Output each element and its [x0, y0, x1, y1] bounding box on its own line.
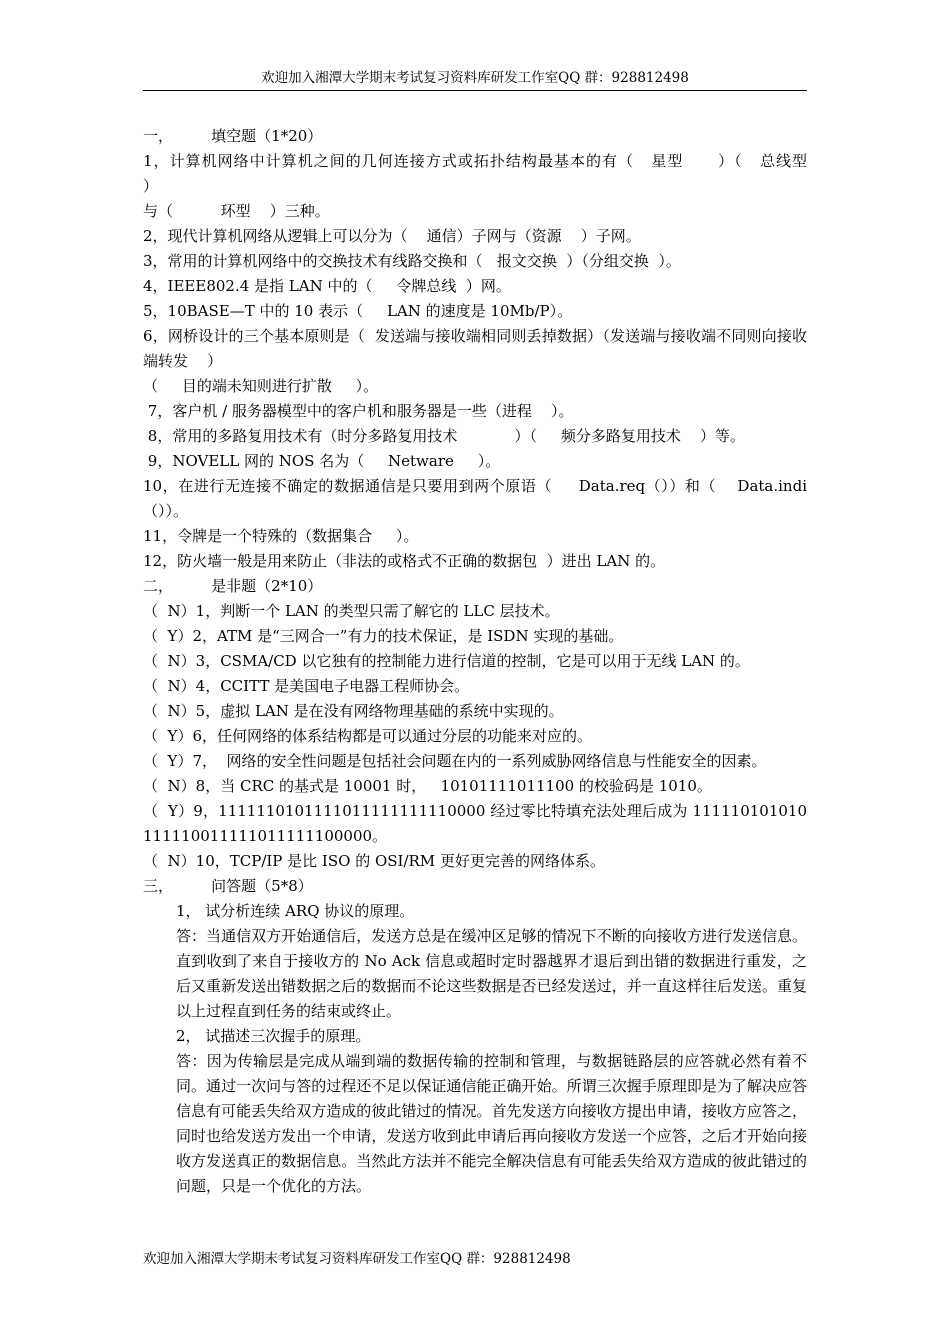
- fill-question-8: 8，常用的多路复用技术有（时分多路复用技术 ）（ 频分多路复用技术 ）等。: [143, 427, 745, 445]
- tf-question-10: （ N）10，TCP/IP 是比 ISO 的 OSI/RM 更好更完善的网络体系。: [143, 852, 605, 870]
- fill-question-1: 1，计算机网络中计算机之间的几何连接方式或拓扑结构最基本的有（ 星型 ）（ 总线型 ）: [143, 152, 865, 195]
- tf-question-2: （ Y）2，ATM 是“三网合一”有力的技术保证，是 ISDN 实现的基础。: [143, 627, 624, 645]
- fill-question-5: 5，10BASE—T 中的 10 表示（ LAN 的速度是 10Mb/P）。: [143, 302, 573, 320]
- qa-question-1: 1， 试分析连续 ARQ 协议的原理。: [176, 902, 415, 920]
- document-body: [143, 124, 865, 1199]
- section-heading-qa: 三， 问答题（5*8）: [143, 877, 313, 895]
- tf-question-6: （ Y）6，任何网络的体系结构都是可以通过分层的功能来对应的。: [143, 727, 592, 745]
- fill-question-1-cont: 与（ 环型 ）三种。: [143, 202, 330, 220]
- tf-question-5: （ N）5，虚拟 LAN 是在没有网络物理基础的系统中实现的。: [143, 702, 564, 720]
- tf-question-4: （ N）4，CCITT 是美国电子电器工程师协会。: [143, 677, 470, 695]
- tf-question-1: （ N）1，判断一个 LAN 的类型只需了解它的 LLC 层技术。: [143, 602, 560, 620]
- fill-question-6-cont: （ 目的端未知则进行扩散 ）。: [143, 377, 379, 395]
- fill-question-9: 9，NOVELL 网的 NOS 名为（ Netware ）。: [143, 452, 501, 470]
- tf-question-8: （ N）8，当 CRC 的基式是 10001 时， 10101111011100 的校验码是 1010。: [143, 777, 712, 795]
- tf-question-7: （ Y）7， 网络的安全性问题是包括社会问题在内的一系列威胁网络信息与性能安全的因素。: [143, 752, 767, 770]
- tf-question-3: （ N）3，CSMA/CD 以它独有的控制能力进行信道的控制，它是可以用于无线 LAN 的。: [143, 652, 750, 670]
- fill-question-11: 11，令牌是一个特殊的（数据集合 ）。: [143, 527, 419, 545]
- section-heading-fill-blank: 一， 填空题（1*20）: [143, 127, 323, 145]
- fill-question-7: 7，客户机 / 服务器模型中的客户机和服务器是一些（进程 ）。: [143, 402, 574, 420]
- page-header: 欢迎加入湘潭大学期末考试复习资料库研发工作室QQ 群：928812498: [143, 66, 807, 91]
- fill-question-3: 3，常用的计算机网络中的交换技术有线路交换和（ 报文交换 ）（分组交换 ）。: [143, 252, 681, 270]
- fill-question-6: 6，网桥设计的三个基本原则是（ 发送端与接收端相同则丢掉数据）（发送端与接收端不同则向接收端转发 ）: [143, 327, 807, 370]
- tf-question-9: （ Y）9，1111110101111011111111110000 经过零比特填充法处理后成为 111110101010111110011111011111100000。: [143, 802, 807, 845]
- fill-question-12: 12，防火墙一般是用来防止（非法的或格式不正确的数据包 ）进出 LAN 的。: [143, 552, 666, 570]
- fill-question-10: 10，在进行无连接不确定的数据通信是只要用到两个原语（ Data.req（））和（ Data.indi（））。: [143, 477, 807, 520]
- qa-question-2: 2， 试描述三次握手的原理。: [176, 1027, 371, 1045]
- qa-answer-1: 答：当通信双方开始通信后，发送方总是在缓冲区足够的情况下不断的向接收方进行发送信息。直到收到了来自于接收方的 No Ack 信息或超时定时器越界才退后到出错的数据进行重发，之后又重新发送出错数据之后的数据而不论这些数据是否已经发送过，并一直这样往后发送。重复以上过程直到任务的结束或终止。: [176, 927, 807, 1020]
- fill-question-4: 4，IEEE802.4 是指 LAN 中的（ 令牌总线 ）网。: [143, 277, 511, 295]
- section-heading-true-false: 二， 是非题（2*10）: [143, 577, 323, 595]
- qa-answer-2: 答：因为传输层是完成从端到端的数据传输的控制和管理，与数据链路层的应答就必然有着不同。通过一次问与答的过程还不足以保证通信能正确开始。所谓三次握手原理即是为了解决应答信息有可能丢失给双方造成的彼此错过的情况。首先发送方向接收方提出申请，接收方应答之，同时也给发送方发出一个申请，发送方收到此申请后再向接收方发送一个应答，之后才开始向接收方发送真正的数据信息。当然此方法并不能完全解决信息有可能丢失给双方造成的彼此错过的问题，只是一个优化的方法。: [176, 1052, 807, 1195]
- page-footer: 欢迎加入湘潭大学期末考试复习资料库研发工作室QQ 群：928812498: [143, 1251, 571, 1267]
- fill-question-2: 2，现代计算机网络从逻辑上可以分为（ 通信）子网与（资源 ）子网。: [143, 227, 641, 245]
